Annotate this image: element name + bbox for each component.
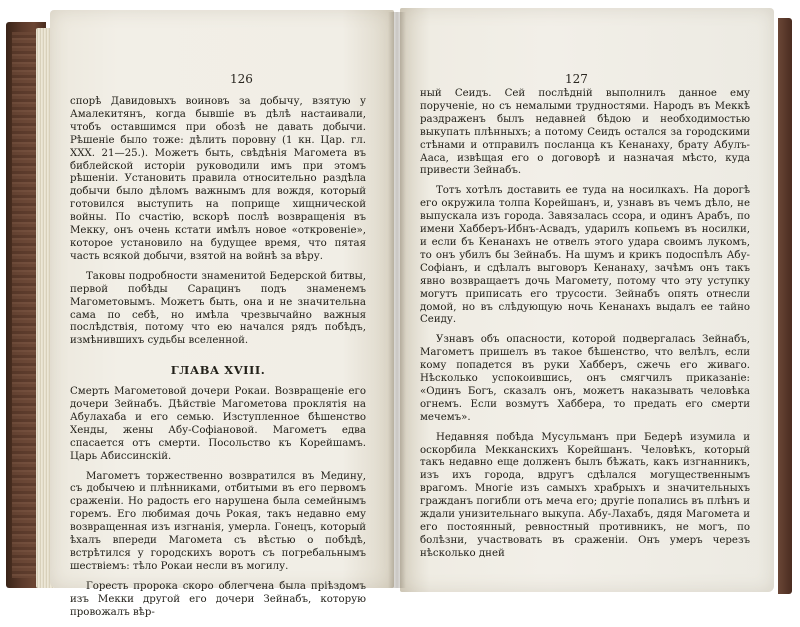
book-gutter [388, 12, 406, 588]
left-page-number: 126 [230, 72, 253, 86]
right-paragraph: Тотъ хотѣлъ доставить ее туда на носилкахъ. На дорогѣ его окружила толпа Корейшанъ, и, узнавъ въ чемъ дѣло, не выпускала изъ города. Завязалась ссора, и одинъ Арабъ, по имени Хабберъ-Ибнъ-Асвадъ, ударилъ копьемъ въ носилки, и если бъ Кенанахъ не отвелъ этого удара своимъ лукомъ, то онъ убилъ бы Зейнабъ. На шумъ и крикъ подоспѣлъ Абу-Софіанъ, и сдѣлалъ выговоръ Кенанаху, зачѣмъ онъ такъ явно возвращаетъ дочь Магомету, потому что эту уступку могутъ приписать его трусости. Зейнабъ опять отнесли домой, но въ слѣдующую ночь Кенанахъ выдалъ ее тайно Сеиду. [420, 185, 750, 326]
chapter-summary: Смерть Магометовой дочери Рокаи. Возвращеніе его дочери Зейнабъ. Дѣйствіе Магометова проклятія на Абулахаба и его семью. Изступленное бѣшенство Хенды, жены Абу-Софіановой. Магометъ едва спасается отъ смерти. Посольство къ Корейшамъ. Царь Абиссинскій. [70, 386, 366, 462]
left-paragraph: Горесть пророка скоро облегчена была пріѣздомъ изъ Мекки другой его дочери Зейнабъ, которую провожалъ вѣр- [70, 580, 366, 618]
left-paragraph: Магометъ торжественно возвратился въ Медину, съ добычею и плѣнниками, отбитыми въ его первомъ сраженіи. Но радость его нарушена была семейнымъ горемъ. Его любимая дочь Рокая, такъ недавно ему возвращенная изъ изгнанія, умерла. Гонецъ, который ѣхалъ впереди Магомета съ вѣстью о побѣдѣ, встрѣтился у городскихъ воротъ съ погребальнымъ шествіемъ: тѣло Рокаи несли въ могилу. [70, 470, 366, 572]
book-cover-right [778, 18, 792, 594]
right-paragraph: Недавняя побѣда Мусульманъ при Бедерѣ изумила и оскорбила Мекканскихъ Корейшанъ. Человѣкъ, который такъ недавно еще долженъ былъ бѣжать, какъ изгнанникъ, изъ ихъ города, вдругъ сдѣлался могущественнымъ врагомъ. Многіе изъ самыхъ храбрыхъ и значительныхъ гражданъ погибли отъ меча его; другіе попались въ плѣнъ и ждали унизительнаго выкупа. Абу-Лахабъ, дядя Магомета и его постоянный, ревностный противникъ, не могъ, по болѣзни, участвовать въ сраженіи. Онъ умеръ черезъ нѣсколько дней [420, 431, 750, 559]
left-page-text [70, 96, 366, 627]
left-paragraph: спорѣ Давидовыхъ воиновъ за добычу, взятую у Амалекитянъ, когда бывшіе въ дѣлѣ настаивали, чтобъ оставшимся при обозѣ не давать добычи. Рѣшеніе было тоже: дѣлить поровну (1 кн. Цар. гл. XXX. 21—25.). Можетъ быть, свѣдѣнія Магомета въ библейской исторіи руководили имъ при этомъ рѣшеніи. Установить правила относительно раздѣла добычи было дѣломъ важнымъ для вождя, который готовился выступить на поприще хищнической войны. По счастію, вскорѣ послѣ возвращенія въ Мекку, онъ очень кстати имѣлъ новое «откровеніе», которое установило на будущее время, что пятая часть всякой добычи, взятой на войнѣ за вѣру. [70, 96, 366, 262]
left-paragraph: Таковы подробности знаменитой Бедерской битвы, первой побѣды Сарацинъ подъ знаменемъ Магометовымъ. Можетъ быть, она и не значительна сама по себѣ, но имѣла чрезвычайно важныя послѣдствія, потому что ею начался рядъ побѣдъ, измѣнившихъ судьбы вселенной. [70, 270, 366, 347]
right-page-text [420, 88, 750, 568]
right-paragraph: Узнавъ объ опасности, которой подвергалась Зейнабъ, Магометъ пришелъ въ такое бѣшенство, что велѣлъ, если кому попадется въ руки Хабберъ, сжечь его живаго. Нѣсколько успокоившись, онъ смягчилъ приказаніе: «Одинъ Богъ, сказалъ онъ, можетъ наказывать человѣка огнемъ. Если возмутъ Хаббера, то предать его смерти мечемъ». [420, 334, 750, 423]
chapter-heading: ГЛАВА XVIII. [170, 363, 266, 378]
right-paragraph: ный Сеидъ. Сей послѣдній выполнилъ данное ему порученіе, но съ немалыми трудностями. Народъ въ Меккѣ раздраженъ былъ недавней бѣдою и необходимостью выкупать плѣнныхъ; а потому Сеидъ остался за городскими стѣнами и отправилъ посланца къ Кенанаху, брату Абулъ-Ааса, извѣщая его о договорѣ и назначая мѣсто, куда привести Зейнабъ. [420, 88, 750, 177]
right-page-number: 127 [565, 72, 588, 86]
